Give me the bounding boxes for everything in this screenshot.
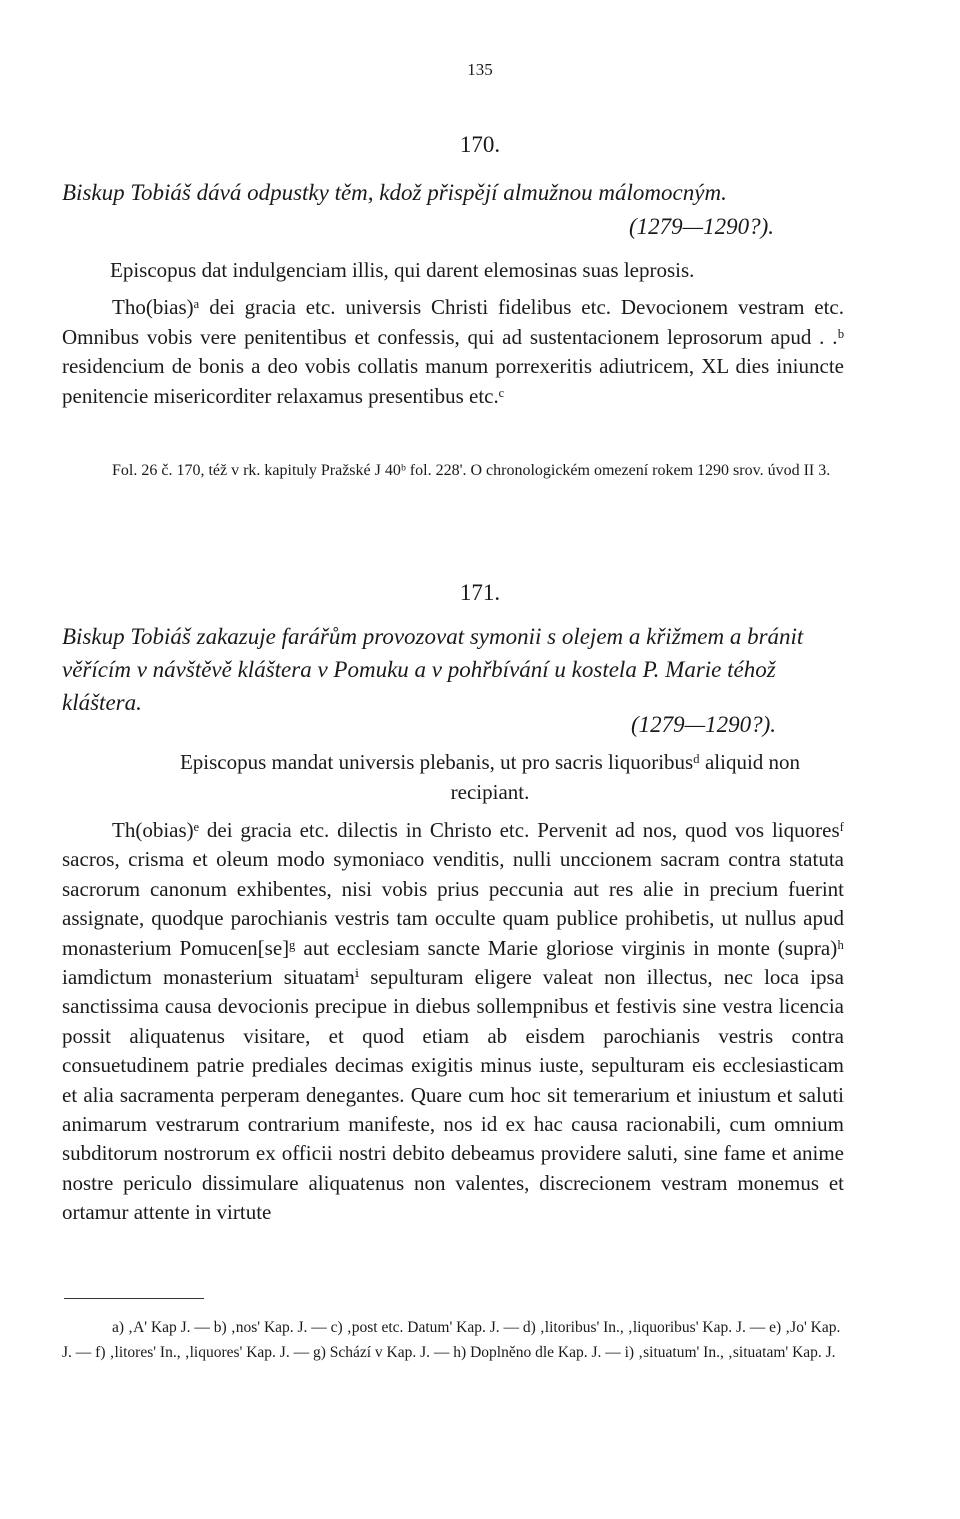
document-paragraph-171: Th(obias)ᵉ dei gracia etc. dilectis in Christo etc. Pervenit ad nos, quod vos liquoresᶠ sacros, crisma et oleum modo symoniaco venditis, nulli unccionem sacram contra statuta sacrorum canonum exhibentes, nisi vobis prius peccunia aut res alie in precium fuerint assignate, quodque parochianis vestris tam occulte quam publice prohibetis, ut nullus apud monasterium Pomucen[se]ᵍ aut ecclesiam sancte Marie gloriose virginis in monte (supra)ʰ iamdictum monasterium situatamⁱ sepulturam eligere valeat non illectus, nec loca ipsa sanctissima causa devocionis precipue in diebus sollempnibus et festivis sine vestra licencia possit aliquatenus visitare, et quod etiam ab eisdem parochianis vestris contra consuetudinem patrie prediales decimas exigitis minus iuste, sepulturam eis ecclesiasticam et alia sacramenta perperam denegantes. Quare cum hoc sit temerarium et iniustum et saluti animarum vestrarum contrarium manifeste, nos id ex hac causa racionabili, cum omnium subditorum nostrorum ex officii nostri debito debeamus providere saluti, sine fame et anime nostre periculo dissimulare aliquatenus non valentes, discrecionem vestram monemus et ortamur attente in virtute [62,818,844,1225]
document-number-170: 170. [459,132,501,157]
document-summary-170: Episcopus dat indulgenciam illis, qui darent elemosinas suas leprosis. [110,258,695,282]
footnote-rule [64,1298,204,1299]
document-date-170: (1279—1290?). [628,214,774,239]
document-number-171: 171. [459,580,501,605]
document-paragraph-170: Tho(bias)ᵃ dei gracia etc. universis Christi fidelibus etc. Devocionem vestram etc. Omnibus vobis vere penitentibus et confessis, qui ad sustentacionem leprosorum apud . .ᵇ residencium de bonis a deo vobis collatis manum porrexeritis adiutricem, XL dies iniuncte penitencie misericorditer relaxamus presentibus etc.ᶜ [62,295,844,408]
footnotes-text: a) ‚A' Kap J. — b) ‚nos' Kap. J. — c) ‚post etc. Datum' Kap. J. — d) ‚litoribus' In., ‚liquoribus' Kap. J. — e) ‚Jo' Kap. J. — f) ‚litores' In., ‚liquores' Kap. J. — g) Schází v Kap. J. — h) Doplněno dle Kap. J. — i) ‚situatum' In., ‚situatam' Kap. J. [62,1319,841,1361]
document-title-171: Biskup Tobiáš zakazuje farářům provozovat symonii s olejem a křižmem a bránit věřícím v návštěvě kláštera v Pomuku a v pohřbívání u kostela P. Marie téhož kláštera. [62,624,804,715]
document-text-171 [62,816,844,1228]
source-note-170 [62,459,844,482]
document-title-170: Biskup Tobiáš dává odpustky těm, kdož přispějí almužnou málomocným. [62,180,727,205]
document-date-171: (1279—1290?). [630,712,776,737]
document-summary-171: Episcopus mandat universis plebanis, ut pro sacris liquoribusᵈ aliquid non recipiant. [179,750,801,804]
page-number: 135 [467,60,493,79]
source-note-text-170: Fol. 26 č. 170, též v rk. kapituly Pražské J 40ᵇ fol. 228'. O chronologickém omezení rokem 1290 srov. úvod II 3. [112,462,831,479]
footnotes [62,1316,846,1365]
document-text-170 [62,293,844,411]
